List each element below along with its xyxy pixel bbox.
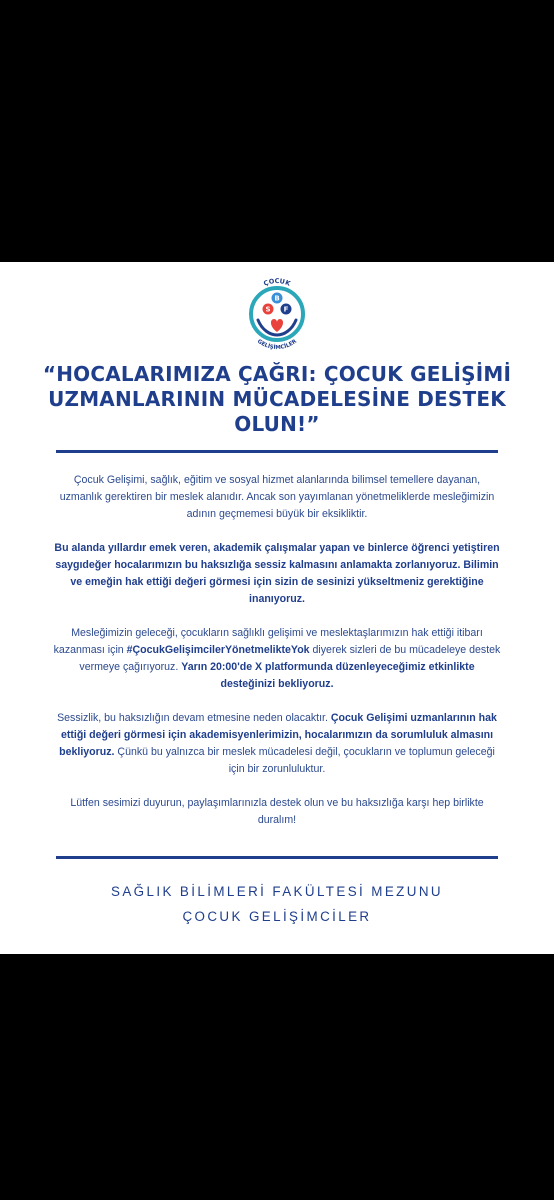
divider-bottom	[56, 856, 498, 859]
divider-top	[56, 450, 498, 453]
silence-text-2: Çünkü bu yalnızca bir meslek mücadelesi değil, çocukların ve toplumun geleceği için bir zorunluluktur.	[114, 746, 495, 775]
call-text-1: Mesleğimizin geleceği, çocukların sağlıklı gelişimi ve meslektaşlarımızın hak ettiği itibarı kazanması için	[53, 627, 483, 656]
hashtag: #ÇocukGelişimcilerYönetmelikteYok	[126, 644, 310, 656]
logo-letter-f: F	[283, 305, 289, 314]
paragraph-academics	[52, 540, 502, 608]
page-title: “HOCALARIMIZA ÇAĞRI: ÇOCUK GELİŞİMİ UZMANLARININ MÜCADELESİNE DESTEK OLUN!”	[42, 362, 512, 436]
silence-text-1: Sessizlik, bu haksızlığın devam etmesine neden olacaktır.	[57, 712, 331, 724]
announcement-card	[0, 262, 554, 954]
call-text-2: diyerek sizleri de bu mücadeleye destek vermeye çağırıyoruz.	[79, 644, 501, 673]
paragraph-call	[52, 625, 502, 693]
logo-letter-b: B	[274, 294, 280, 303]
logo-letter-s: S	[265, 305, 271, 314]
paragraph-silence	[52, 710, 502, 778]
event-bold-text: Yarın 20:00'de X platformunda düzenleyeceğimiz etkinlikte desteğinizi bekliyoruz.	[181, 661, 475, 690]
logo-top-text: ÇOCUK	[262, 276, 292, 288]
logo-bottom-text: GELİŞİMCİLER	[255, 338, 299, 352]
academics-bold-text: Bu alanda yıllardır emek veren, akademik çalışmalar yapan ve binlerce öğrenci yetiştiren saygıdeğer hocalarımızın bu haksızlığa sessiz kalmasını anlamakta zorlanıyoruz. Bilimin ve emeğin hak ettiği değeri görmesi için sizin de sesinizi yükseltmeniz gerektiğine inanıyoruz.	[54, 542, 500, 605]
paragraph-closing: Lütfen sesimizi duyurun, paylaşımlarınızla destek olun ve bu haksızlığa karşı hep birlikte duralım!	[70, 797, 484, 826]
footer-organization: ÇOCUK GELİŞİMCİLER	[182, 909, 372, 924]
body-text	[52, 472, 502, 846]
silence-bold-text: Çocuk Gelişimi uzmanlarının hak ettiği değeri görmesi için akademisyenlerimizin, hocalarımızın da sorumluluk almasını bekliyoruz.	[59, 712, 497, 758]
cocuk-gelisimciler-logo	[236, 268, 318, 358]
paragraph-intro: Çocuk Gelişimi, sağlık, eğitim ve sosyal hizmet alanlarında bilimsel temellere dayanan, uzmanlık gerektiren bir meslek alanıdır. Ancak son yayımlanan yönetmeliklerde mesleğimizin adının geçmemesi büyük bir eksikliktir.	[59, 474, 495, 520]
footer-faculty: SAĞLIK BİLİMLERİ FAKÜLTESİ MEZUNU	[111, 884, 443, 899]
heart-icon	[271, 319, 283, 332]
